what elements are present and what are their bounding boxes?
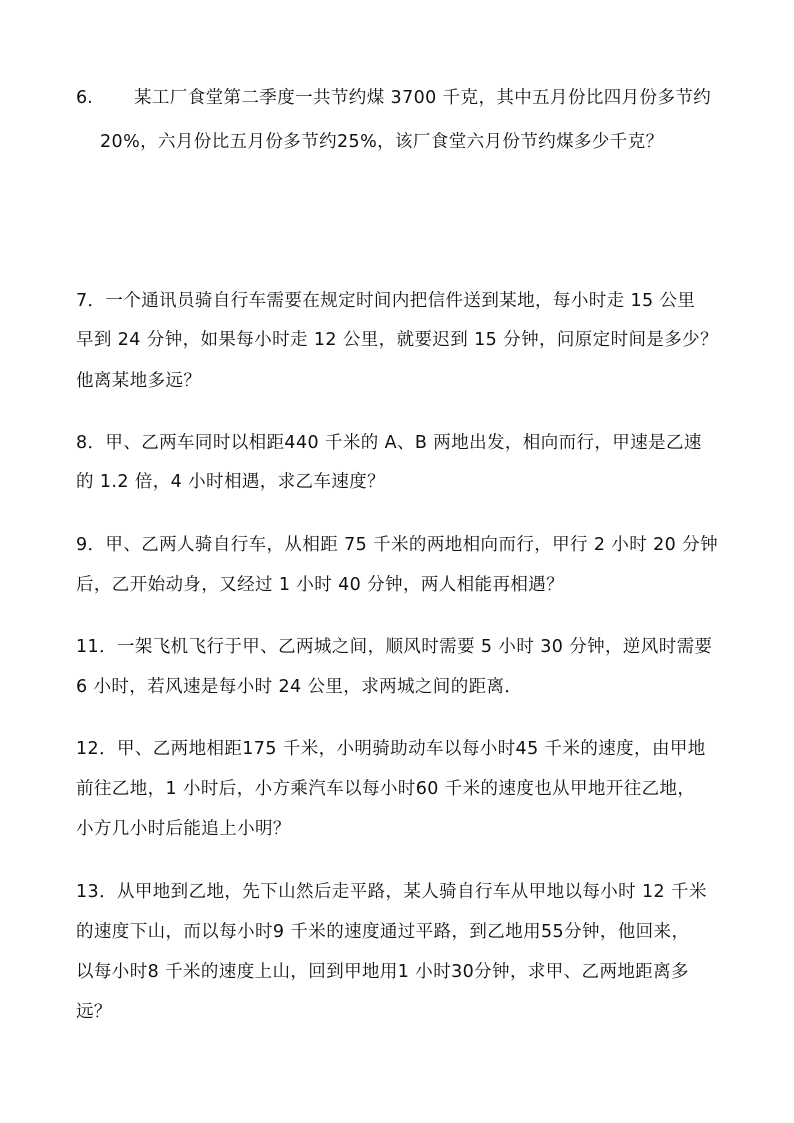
- question-13-line-2: 的速度下山，而以每小时9 千米的速度通过平路，到乙地用55分钟，他回来，: [76, 922, 690, 942]
- question-13-line-4: 远？: [76, 1002, 112, 1022]
- question-13-line-1: 13．从甲地到乙地，先下山然后走平路，某人骑自行车从甲地以每小时 12 千米: [76, 882, 707, 902]
- question-9-line-1: 9．甲、乙两人骑自行车，从相距 75 千米的两地相向而行，甲行 2 小时 20 分钟: [76, 535, 718, 555]
- question-9-line-2: 后，乙开始动身，又经过 1 小时 40 分钟，两人相能再相遇？: [76, 575, 565, 595]
- question-6-number: 6.: [76, 88, 93, 108]
- question-7-line-2: 早到 24 分钟，如果每小时走 12 公里，就要迟到 15 分钟，问原定时间是多少？: [76, 330, 718, 350]
- question-6-line-2: 20%，六月份比五月份多节约25%，该厂食堂六月份节约煤多少千克？: [100, 132, 664, 152]
- question-11-line-2: 6 小时，若风速是每小时 24 公里，求两城之间的距离．: [76, 677, 523, 697]
- question-12-line-3: 小方几小时后能追上小明？: [76, 819, 291, 839]
- question-12-line-2: 前往乙地，1 小时后，小方乘汽车以每小时60 千米的速度也从甲地开往乙地，: [76, 779, 696, 799]
- question-11-line-1: 11．一架飞机飞行于甲、乙两城之间，顺风时需要 5 小时 30 分钟，逆风时需要: [76, 637, 713, 657]
- question-6-line-1: 某工厂食堂第二季度一共节约煤 3700 千克，其中五月份比四月份多节约: [134, 88, 712, 108]
- question-7-line-3: 他离某地多远？: [76, 371, 202, 391]
- question-7-line-1: 7．一个通讯员骑自行车需要在规定时间内把信件送到某地，每小时走 15 公里: [76, 291, 696, 311]
- question-8-line-2: 的 1.2 倍，4 小时相遇，求乙车速度？: [76, 472, 386, 492]
- question-8-line-1: 8．甲、乙两车同时以相距440 千米的 A、B 两地出发，相向而行，甲速是乙速: [76, 433, 702, 453]
- question-13-line-3: 以每小时8 千米的速度上山，回到甲地用1 小时30分钟，求甲、乙两地距离多: [76, 962, 689, 982]
- question-12-line-1: 12．甲、乙两地相距175 千米，小明骑助动车以每小时45 千米的速度，由甲地: [76, 739, 706, 759]
